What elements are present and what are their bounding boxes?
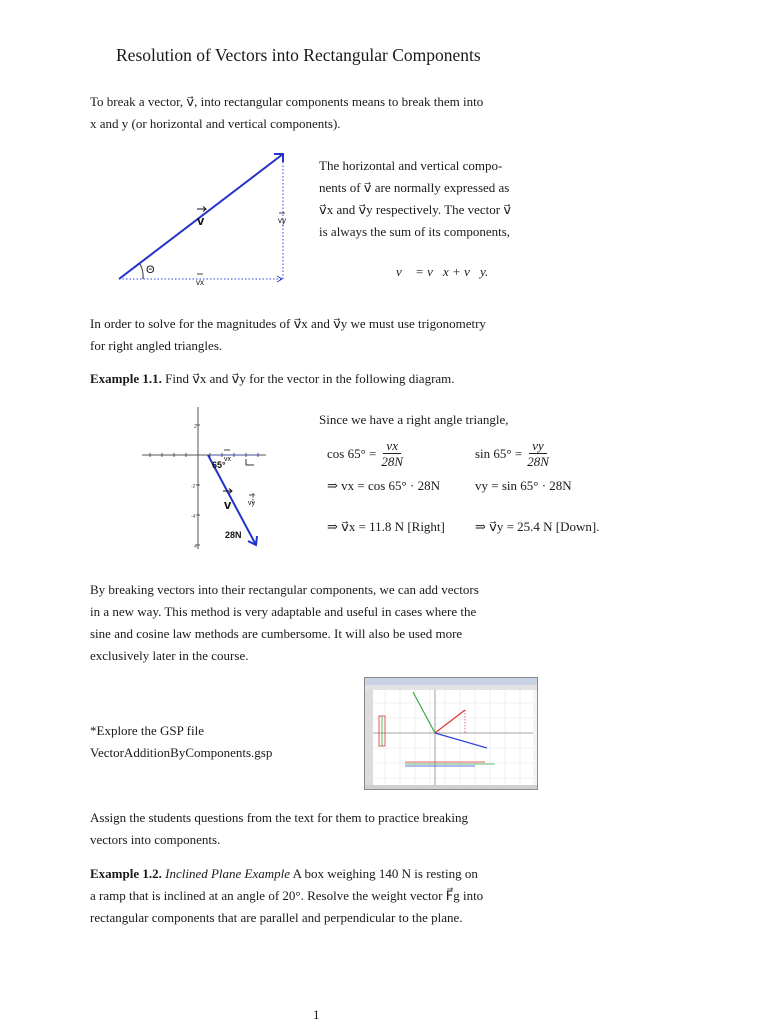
sin-lhs: sin 65° = bbox=[475, 445, 523, 461]
example-1-label: Example 1.1. bbox=[90, 371, 162, 386]
example-2-line-1-rest: A box weighing 140 N is resting on bbox=[292, 866, 478, 881]
page-title: Resolution of Vectors into Rectangular Components bbox=[116, 45, 481, 65]
side-text-line-1: The horizontal and vertical compo- bbox=[319, 158, 503, 173]
vy-equation: vy = sin 65° · 28N bbox=[475, 478, 572, 493]
example-2-line-3: rectangular components that are parallel and perpendicular to the plane. bbox=[90, 910, 463, 925]
angle-label: 65° bbox=[212, 460, 226, 470]
tick-label-neg4: -4 bbox=[191, 514, 196, 520]
vx-label-2: vx bbox=[224, 456, 231, 463]
method-line-1: By breaking vectors into their rectangular components, we can add vectors bbox=[90, 582, 479, 597]
example-2-title: Inclined Plane Example bbox=[165, 866, 291, 881]
vx-result: ⇒ v⃗x = 11.8 N [Right] bbox=[327, 519, 445, 534]
cos-fraction bbox=[378, 438, 406, 469]
cos-equation bbox=[327, 438, 408, 469]
sin-denominator: 28N bbox=[527, 454, 549, 469]
side-text-line-4: is always the sum of its components, bbox=[319, 224, 511, 239]
sum-equation: v⃗ = v⃗x + v⃗y. bbox=[396, 264, 489, 279]
sin-numerator: vy bbox=[529, 438, 547, 454]
vx-equation: ⇒ vx = cos 65° · 28N bbox=[327, 478, 440, 493]
cos-numerator: vx bbox=[383, 438, 401, 454]
method-line-2: in a new way. This method is very adaptable and useful in cases where the bbox=[90, 604, 477, 619]
example-2-line-1 bbox=[90, 863, 478, 885]
explore-line-1: *Explore the GSP file bbox=[90, 723, 204, 738]
sin-fraction bbox=[524, 438, 552, 469]
explore-line-2: VectorAdditionByComponents.gsp bbox=[90, 745, 273, 760]
side-text-line-2: nents of v⃗ are normally expressed as bbox=[319, 180, 510, 195]
example-1-intro: Since we have a right angle triangle, bbox=[319, 412, 509, 427]
side-text-line-3: v⃗x and v⃗y respectively. The vector v⃗ bbox=[319, 202, 512, 217]
vy-result: ⇒ v⃗y = 25.4 N [Down]. bbox=[475, 519, 600, 534]
theta-arc bbox=[140, 264, 143, 279]
method-line-3: sine and cosine law methods are cumbersome. It will also be used more bbox=[90, 626, 463, 641]
sin-equation bbox=[475, 438, 554, 469]
method-line-4: exclusively later in the course. bbox=[90, 648, 249, 663]
example-2-line-2: a ramp that is inclined at an angle of 20°. Resolve the weight vector F⃗g into bbox=[90, 888, 484, 903]
tick-label-2: 2 bbox=[194, 424, 197, 430]
right-angle-marker bbox=[246, 459, 254, 465]
theta-label: Θ bbox=[146, 264, 155, 276]
vector-diagram-1 bbox=[110, 145, 300, 290]
vy-label: vy bbox=[278, 216, 286, 225]
cos-denominator: 28N bbox=[381, 454, 404, 469]
trig-line-1: In order to solve for the magnitudes of v⃗x and v⃗y we must use trigonometry bbox=[90, 316, 486, 331]
page-number: 1 bbox=[313, 1007, 320, 1022]
example-2-label: Example 1.2. bbox=[90, 866, 162, 881]
vector-diagram-2 bbox=[138, 403, 273, 553]
assign-line-2: vectors into components. bbox=[90, 832, 221, 847]
intro-line-1: To break a vector, v⃗, into rectangular components means to break them into bbox=[90, 94, 484, 109]
tick-label-neg2: -2 bbox=[191, 484, 196, 490]
assign-line-1: Assign the students questions from the text for them to practice breaking bbox=[90, 810, 468, 825]
tick-label-4: 4 bbox=[194, 544, 197, 550]
cos-lhs: cos 65° = bbox=[327, 445, 377, 461]
v-label: v bbox=[197, 213, 205, 228]
vx-label: vx bbox=[196, 278, 204, 287]
example-1-text: Find v⃗x and v⃗y for the vector in the following diagram. bbox=[165, 371, 455, 386]
gsp-screenshot-thumbnail bbox=[364, 677, 538, 790]
magnitude-label: 28N bbox=[225, 530, 242, 540]
intro-line-2: x and y (or horizontal and vertical components). bbox=[90, 116, 341, 131]
example-1-heading bbox=[90, 368, 455, 390]
vy-label-2: vy bbox=[248, 500, 255, 507]
trig-line-2: for right angled triangles. bbox=[90, 338, 223, 353]
v-label-2: v bbox=[224, 497, 232, 512]
